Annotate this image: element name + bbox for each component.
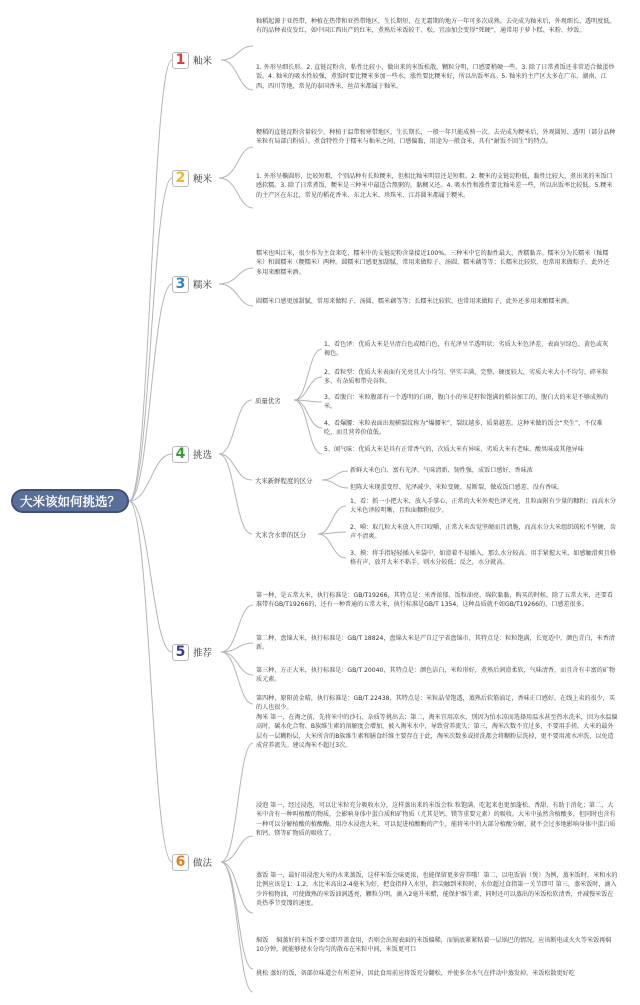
branch-label: 挑选 <box>193 450 213 461</box>
branch-5-node <box>172 641 212 663</box>
branch-number: 5 <box>172 644 189 661</box>
root-node: 大米该如何挑选？ <box>11 489 129 513</box>
branch-number: 2 <box>172 170 189 187</box>
b4-sub-quality: 质量优劣 <box>255 397 281 405</box>
branch-number: 4 <box>172 446 189 463</box>
branch-1-node <box>172 49 212 71</box>
branch-number: 1 <box>172 52 189 69</box>
branch-3-node <box>172 273 212 295</box>
b4-sub-freshness: 大米新鲜程度的区分 <box>255 477 313 485</box>
b4-moisture-item: 3、摸：将手指轻轻插入米袋中，如滑着不易插入，那么水分较高。用手紧握大米，如感触滑爽且格格有声，放开大米不粘手，则水分较低；反之，水分就高。 <box>350 550 616 567</box>
b4-quality-item: 4、看爆腰：米粒表面出现横裂纹称为“爆腰米”，裂纹越多，质量越差。这种米做的饭会“夹生”，不仅难吃，而且营养价值低。 <box>324 420 603 437</box>
b5-paragraph-4: 第四种，原阳黄金晴，执行标准是：GB/T 22438，其特点是：米粒晶莹饱透，蒸熟后软筋油足，香味正口感好。在线上卖的很少，买的人也很少。 <box>256 695 615 712</box>
b4-moisture-item: 2、嗬：取几粒大米放入开口咬嚼，正常大米齿觉坚硬而且清脆，而高水分大米组织疏松不坚硬，齿声不清爽。 <box>350 524 616 541</box>
branch-number: 6 <box>172 854 189 871</box>
branch-2-node <box>172 167 212 189</box>
b6-paragraph-soak: 浸泡 第一，经过浸泡，可以让米粒充分吸收水分，这样蒸出来的米饭会粒 粒饱满，吃起来也更加蓬松、香甜，有助于消化；第二，大米中含有一种叫植酸的物质，会影响身体中蛋白质和矿物质（尤其是钙、镁等重要元素）的吸收。大米中虽然含植酸多，但同时也含有一种可以分解植酸的植酸酶。用冷水浸泡大米，可以促进植酸酶的产生，能将米中的大部分植酸分解，就不会过多地影响身体中蛋白质和钙、镁等矿物质的吸收了。 <box>256 802 616 838</box>
b6-paragraph-braise: 焖饭 焖蒸好的米饭不要立即开盖食用，否则会出现表面的米饭偏稀，而锅底紧紧粘着一层锅巴的情况。应该断电或火火等米饭再焖10分钟，就能够使水分均匀的散布在米粒中间，米饭更可口 <box>256 937 612 954</box>
b2-paragraph-2: 1. 外形呈椭圆形，比较短粗，个别品种有长粒粳米，但相比籼米明显还是短粗。2. 粳米的支链淀粉低，黏性比较大，煮出来的米饭口感软糯。3. 除了日常煮饭，粳米是三种米中最适合熬粥的，黏稠又还。4. 吸水性和涨性要比籼米差一些，所以出饭率比较低。5.粳米的主产区在东北，常见的稻花香米、东北大米、珍珠米、江苏圆米都属于粳米。 <box>256 173 613 199</box>
branch-label: 推荐 <box>193 648 213 659</box>
b4-sub-moisture: 大米含水率的区分 <box>255 531 307 539</box>
b3-paragraph-1: 糯米也叫江米，很少作为主食来吃，糯米中的支链淀粉含量接近100%，三种米中它的黏性最大，香糯黏弄。糯米分为长糯米（籼糯米）和圆糯米（粳糯米）两种。圆糯米口感更加甜腻，常用来做粽子、汤圆、糯米藕等等；长糯米比较软，也常用来做粽子，此外还多用来酿糯米酒。 <box>256 250 610 276</box>
b4-quality-item: 2、看粒型：优质大米表面有光亮且大小均匀、坚实丰满、完整、硬度较大，劣质大米大小不均匀、碎米粒多、有杂质和带壳谷粒。 <box>324 369 609 386</box>
b4-quality-item: 5、闻气味：优质大米是具有正常香气的，次质大米有异味，劣质大米有老味、酸臭味或其他异味 <box>324 446 584 453</box>
b3-paragraph-2: 圆糯米口感更加甜腻，常用来做粽子、汤圆、糯米藕等等；长糯米比较软，也常用来做粽子，此外还多用来酿糯米酒。 <box>256 298 573 305</box>
branch-label: 粳米 <box>193 174 213 185</box>
b5-paragraph-3: 第三种，方正大米，执行标准是：GB/T 20040，其特点是：颜色洁白，米粒形好，煮熟后润滑柔软，气味清香，而且含有丰富的矿物质元素。 <box>256 667 615 684</box>
b5-paragraph-2: 第二种，盘锦大米，执行标准是：GB/T 18824，盘锦大米是产自辽宁省盘锦市，其特点是：粒粒饱满，长宽适中，颜色青白，米香清新。 <box>256 635 615 652</box>
b1-paragraph-1: 籼稻起源于亚热带，种植在热带和亚热带地区，生长期短，在无霜期的地方一年可多次成熟。去壳成为籼米后，外观细长、透明度低。有的品种表皮发红，如中国江西出产的红米，煮熟后米饭较干、松。宜添加会变得“死硬”，通常用于萝卜糕、米粉、炒饭。 <box>256 18 616 35</box>
b4-freshness-item: 新鲜大米色白、富有光泽、气味清新、韧性强，成饭口感好、香味浓 <box>350 467 533 474</box>
b6-paragraph-wash: 淘米 第一，在淘之前，先将米中的沙石、杂质等挑出去；第二，淘米宜用凉水，别因为怕水凉而选择用温水甚至热水洗米，因为水温偏高时，碳水化合物、B族维生素的溶解度会增加，被入淘米水中，导致营养流失；第三，淘米次数不宜过多，不要用手搓，大米的最外层有一层糊粉层，大米所含的B族维生素和膳食纤维主要存在于此，淘米次数多或搓洗都会将糊粉层洗掉，更不要用流水冲洗，以免造成营养流失。建议淘米不超过3次。 <box>256 714 618 750</box>
branch-label: 籼米 <box>193 56 213 67</box>
b2-paragraph-1: 粳稻的直链淀粉含量较少，种植于温带和寒带地区，生长期长，一般一年只能成熟一次。去壳成为粳米后，外观圆短、透明（部分品种米粒有局部白粉质）。煮食特性介于糯米与籼米之间，口感偏黏，用途为一般食米，具有“耐饭不回生”的特点。 <box>256 129 616 146</box>
b4-quality-item: 1、看色泽：优质大米是呈清白色或精白色，有光泽呈半透明状；劣质大米色泽差，表面呈绿色、黄色或灰褐色。 <box>324 341 609 358</box>
b4-moisture-item: 1、看：抓一小把大米，放入手掌心，正常的大米外观色泽光亮，且粒面附有少量的糠粉；而高水分大米色泽较明晰，且粒面糠粉很少。 <box>350 498 616 515</box>
branch-number: 3 <box>172 276 189 293</box>
b1-paragraph-2: 1. 外形呈细长形。2. 直链淀粉含，粘性比较小，做出来的米饭松散，颗粒分明，口感要稍硬一些。3. 除了日常煮饭还非常适合做蛋炒饭。4. 籼米的吸水性较强，煮饭时要比粳米多加一些水，涨性要比粳米好，所以出饭率高。5. 籼米的主产区大多在广东、湖南、江西、四川等地，常见的泰国香米、丝苗米都属于籼米。 <box>256 64 615 90</box>
branch-label: 糯米 <box>193 280 213 291</box>
b4-freshness-item: 但陈大米现蛋变厚、光泽减少、米粒变硬、易断裂，做成饭口感差、没有香味。 <box>350 484 564 491</box>
branch-6-node <box>172 851 212 873</box>
b6-paragraph-loosen: 挑松 蒸好的饭，备部位味道会有所差异，因此食用前应将饭充分翻松，并使多余水气在拌动中蒸发掉，米饭松散更好吃 <box>256 970 575 977</box>
branch-label: 做法 <box>193 858 213 869</box>
branch-4-node <box>172 443 212 465</box>
b5-paragraph-1: 第一种，是五常大米，执行标准是：GB/T19266，其特点是：米香浓郁、饭粒油亮、绵软黏黏，购买的时候，除了五常大米，还要看准带有GB/T19266的，还有一种普通的五常大米，执行标准是GB/T 1354，这种品质就不如GB/T19266的，口感差很多。 <box>256 592 614 609</box>
b6-paragraph-steam: 蒸饭 第一，最好用浸泡大米的水来蒸饭，这样米饭会味更浓，也能保留更多营养哦！第二，以电饭锅（煲）为例，蒸米饭时，米和水的比例应该是1：1.2，水比米高出2-4毫米为好，把食指伸入水里，指尖触到米粒时，水位超过食指第一关节即可 第三，蒸米饭时，滴入少许植物油，可使做熟的米饭油润透亮，颗粒分明。滴入2毫升米醋，能保护维生素，同时还可以蒸出的米饭松软清香，并减慢米饭在炎热季节变馊的速度。 <box>256 872 618 908</box>
b4-quality-item: 3、看腹白：米粒腹部有一个透明的白斑，腹白小的米是籽粒饱满的稻谷加工的，腹白大的米是不够成熟的米。 <box>324 394 609 411</box>
